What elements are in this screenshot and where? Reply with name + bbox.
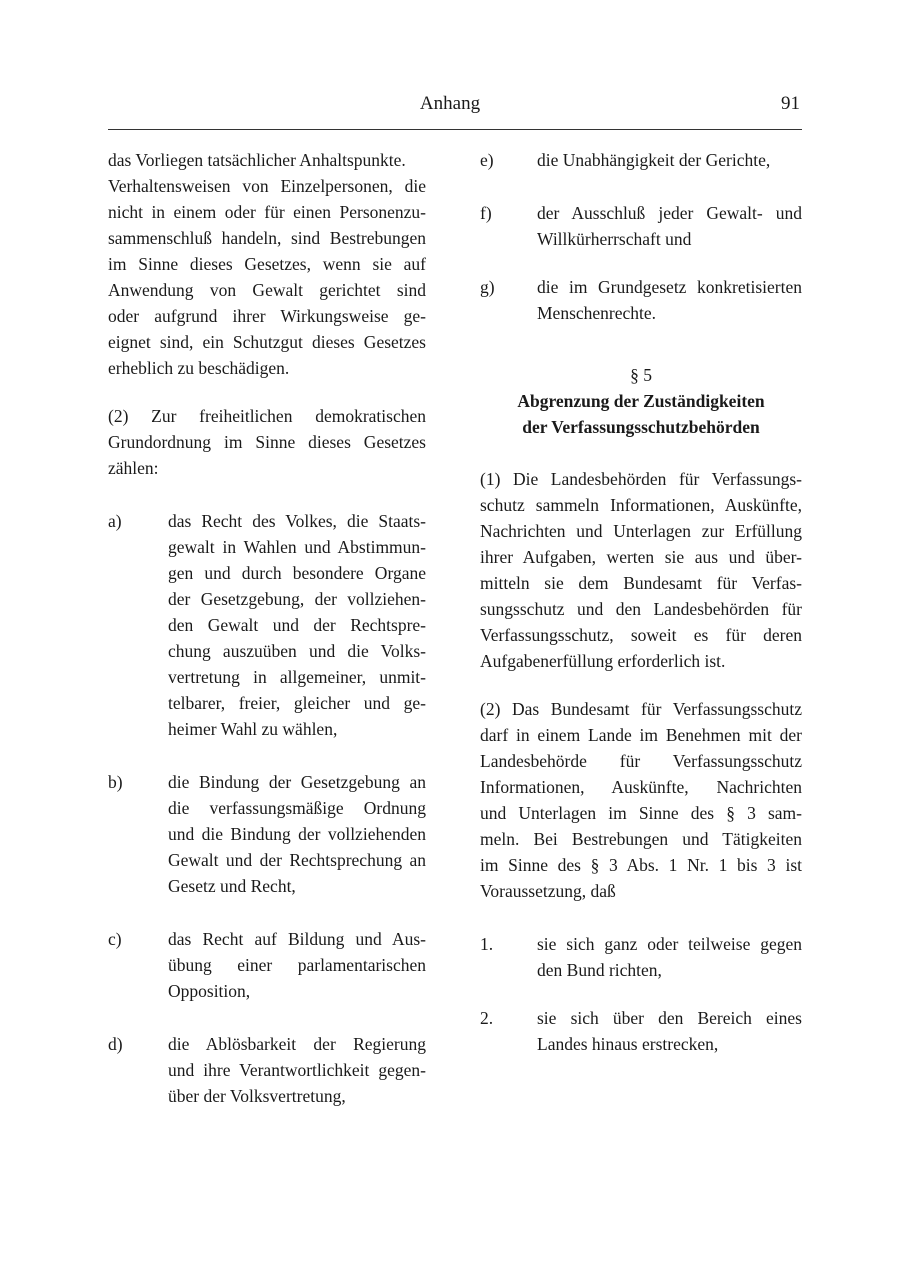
- text-line: und Unterlagen im Sinne des § 3 sam-: [480, 803, 802, 823]
- text-line: Informationen, Auskünfte, Nachrichten: [480, 777, 802, 797]
- text-line: Voraussetzung, daß: [480, 881, 616, 901]
- text-line: gewalt in Wahlen und Abstimmun-: [168, 537, 426, 557]
- text-line: die im Grundgesetz konkretisierten: [537, 277, 802, 297]
- text-line: chung auszuüben und die Volks-: [168, 641, 426, 661]
- text-line: heimer Wahl zu wählen,: [168, 719, 338, 739]
- text-line: Landes hinaus erstrecken,: [537, 1034, 719, 1054]
- section-paragraph-1: [480, 466, 802, 674]
- list-marker: 2.: [480, 1008, 494, 1028]
- text-line: der Ausschluß jeder Gewalt- und: [537, 203, 802, 223]
- text-line: der Gesetzgebung, der vollziehen-: [168, 589, 426, 609]
- text-line: oder aufgrund ihrer Wirkungsweise ge-: [108, 306, 426, 326]
- left-column: [108, 147, 426, 1109]
- text-line: gen und durch besondere Organe: [168, 563, 426, 583]
- list-marker: a): [108, 511, 122, 531]
- text-line: die Ablösbarkeit der Regierung: [168, 1034, 426, 1054]
- text-line: Landesbehörde für Verfassungsschutz: [480, 751, 802, 771]
- text-line: sie sich über den Bereich eines: [537, 1008, 802, 1028]
- text-line: eignet sind, ein Schutzgut dieses Gesetzes: [108, 332, 426, 352]
- text-line: Anwendung von Gewalt gerichtet sind: [108, 280, 426, 300]
- text-line: schutz sammeln Informationen, Auskünfte,: [480, 495, 802, 515]
- text-line: telbarer, freier, gleicher und ge-: [168, 693, 426, 713]
- text-line: (2) Zur freiheitlichen demokratischen: [108, 406, 426, 426]
- text-line: Menschenrechte.: [537, 303, 657, 323]
- list-marker: f): [480, 203, 492, 223]
- text-line: Nachrichten und Unterlagen zur Erfüllung: [480, 521, 802, 541]
- section-title-line: der Verfassungsschutzbehörden: [522, 417, 760, 437]
- list-marker: c): [108, 929, 122, 949]
- text-line: meln. Bei Bestrebungen und Tätigkeiten: [480, 829, 802, 849]
- text-line: und ihre Verantwortlichkeit gegen-: [168, 1060, 426, 1080]
- header-rule: [108, 129, 802, 130]
- text-line: nicht in einem oder für einen Personenzu-: [108, 202, 426, 222]
- numbered-item-2: [480, 1005, 802, 1057]
- list-marker: e): [480, 150, 494, 170]
- text-line: die Bindung der Gesetzgebung an: [168, 772, 426, 792]
- text-line: sungsschutz und den Landesbehörden für: [480, 599, 802, 619]
- text-line: im Sinne des § 3 Abs. 1 Nr. 1 bis 3 ist: [480, 855, 802, 875]
- list-item-g: [480, 274, 802, 326]
- page-number: 91: [781, 93, 800, 114]
- list-marker: g): [480, 277, 495, 297]
- running-header-title: Anhang: [419, 93, 481, 114]
- text-line: Verfassungsschutz, soweit es für deren: [480, 625, 802, 645]
- text-line: Opposition,: [168, 981, 251, 1001]
- list-marker: 1.: [480, 934, 494, 954]
- text-line: erheblich zu beschädigen.: [108, 358, 290, 378]
- text-line: die Unabhängigkeit der Gerichte,: [537, 150, 771, 170]
- text-line: Aufgabenerfüllung erforderlich ist.: [480, 651, 726, 671]
- text-line: über der Volksvertretung,: [168, 1086, 346, 1106]
- text-line: darf in einem Lande im Benehmen mit der: [480, 725, 802, 745]
- right-column: [480, 147, 802, 1057]
- text-line: den Bund richten,: [537, 960, 662, 980]
- text-line: zählen:: [108, 458, 159, 478]
- text-line: im Sinne dieses Gesetzes, wenn sie auf: [108, 254, 426, 274]
- list-item-c: [108, 926, 426, 1004]
- text-line: mitteln sie dem Bundesamt für Verfas-: [480, 573, 802, 593]
- text-line: den Gewalt und der Rechtspre-: [168, 615, 426, 635]
- text-line: (1) Die Landesbehörden für Verfassungs-: [480, 469, 802, 489]
- text-line: das Vorliegen tatsächlicher Anhaltspunkte.: [108, 150, 406, 170]
- intro-paragraph: [108, 147, 426, 381]
- text-line: das Recht des Volkes, die Staats-: [168, 511, 426, 531]
- list-marker: d): [108, 1034, 123, 1054]
- text-line: ihrer Aufgaben, werten sie aus und über-: [480, 547, 802, 567]
- text-line: (2) Das Bundesamt für Verfassungsschutz: [480, 699, 802, 719]
- list-marker: b): [108, 772, 123, 792]
- text-line: Willkürherrschaft und: [537, 229, 692, 249]
- list-item-f: [480, 200, 802, 252]
- section-paragraph-2: [480, 696, 802, 904]
- text-line: vertretung in allgemeiner, unmit-: [168, 667, 426, 687]
- text-line: Verhaltensweisen von Einzelpersonen, die: [108, 176, 426, 196]
- list-item-b: [108, 769, 426, 899]
- text-line: sie sich ganz oder teilweise gegen: [537, 934, 802, 954]
- text-line: das Recht auf Bildung und Aus-: [168, 929, 426, 949]
- text-line: Grundordnung im Sinne dieses Gesetzes: [108, 432, 426, 452]
- text-line: übung einer parlamentarischen: [168, 955, 426, 975]
- list-item-e: [480, 147, 802, 173]
- text-line: sammenschluß handeln, sind Bestrebungen: [108, 228, 426, 248]
- section-number: § 5: [630, 365, 652, 385]
- paragraph-2: [108, 403, 426, 481]
- numbered-item-1: [480, 931, 802, 983]
- text-line: Gewalt und der Rechtsprechung an: [168, 850, 426, 870]
- text-line: Gesetz und Recht,: [168, 876, 296, 896]
- list-item-a: [108, 508, 426, 742]
- text-line: die verfassungsmäßige Ordnung: [168, 798, 426, 818]
- section-title-line: Abgrenzung der Zuständigkeiten: [517, 391, 765, 411]
- list-item-d: [108, 1031, 426, 1109]
- section-heading: [480, 362, 802, 440]
- text-line: und die Bindung der vollziehenden: [168, 824, 426, 844]
